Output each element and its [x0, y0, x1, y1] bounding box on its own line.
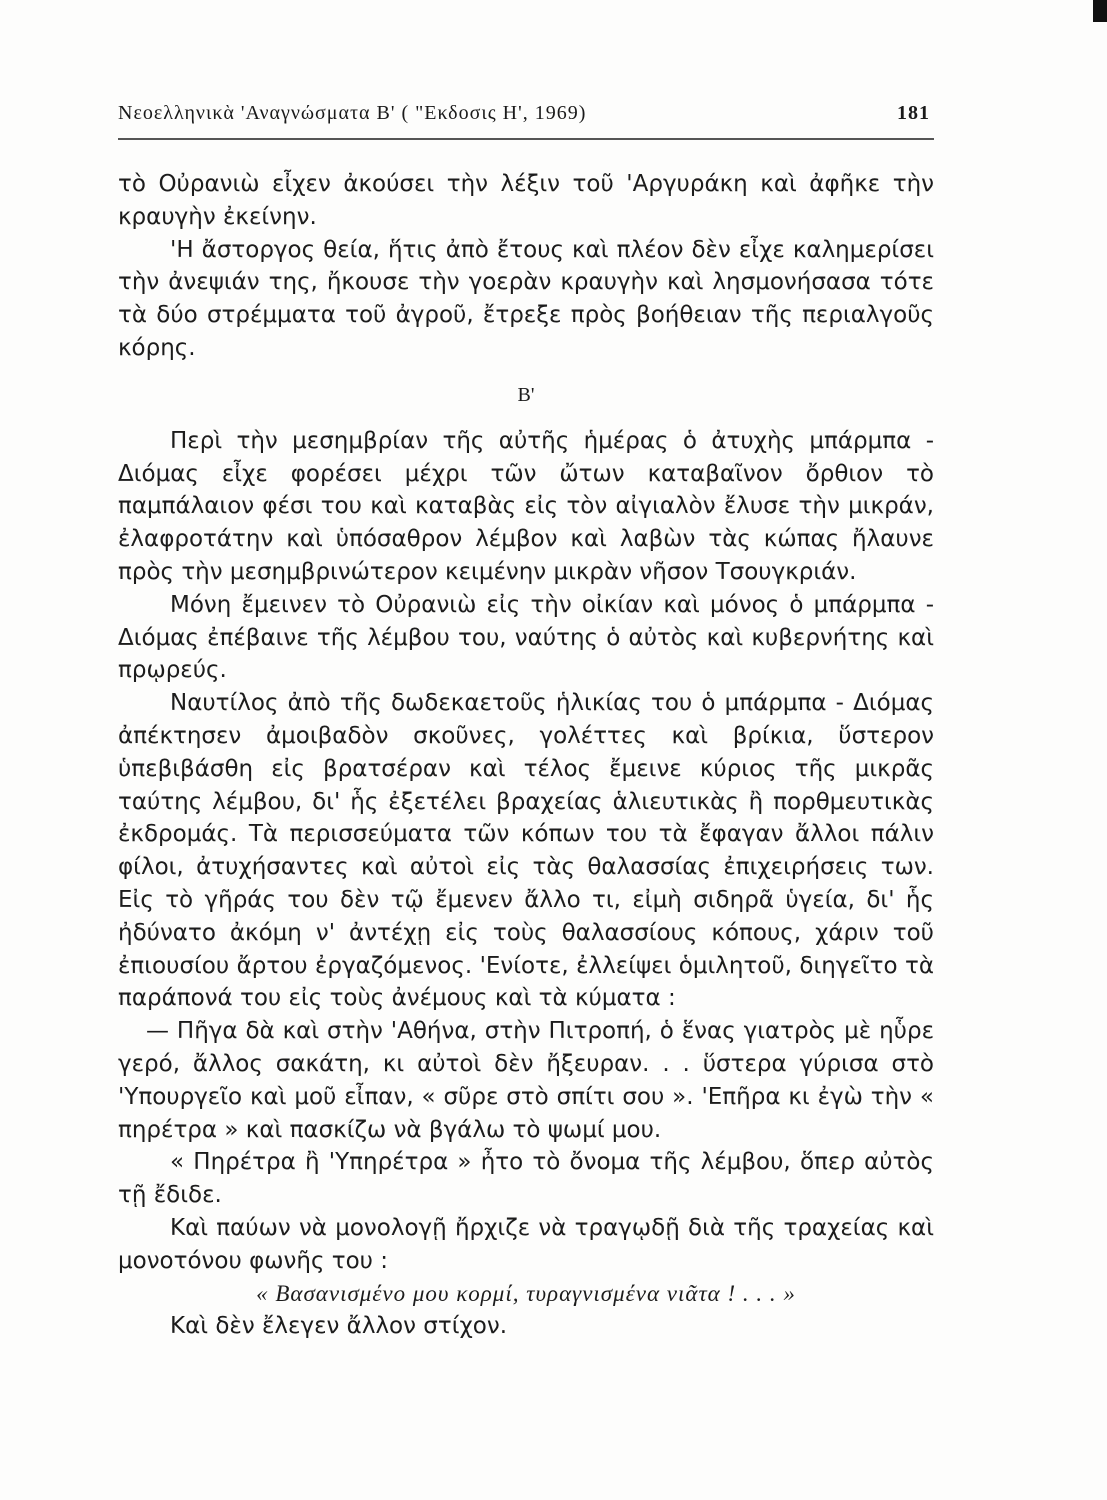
page-number: 181 — [897, 102, 930, 124]
header-rule — [118, 138, 934, 140]
scan-corner-mark — [1093, 0, 1107, 22]
paragraph-1: τὸ Οὐρανιὼ εἶχεν ἀκούσει τὴν λέξιν τοῦ 'Αργυράκη καὶ ἀφῆκε τὴν κραυγὴν ἐκείνην. — [118, 171, 934, 230]
paragraph-2: 'Η ἄστοργος θεία, ἥτις ἀπὸ ἔτους καὶ πλέον δὲν εἶχε καλημερίσει τὴν ἀνεψιάν της, ἤκουσε τὴν γοερὰν κραυγὴν καὶ λησμονήσασα τότε τὰ δύο στρέμματα τοῦ ἀγροῦ, ἔτρεξε πρὸς βοήθειαν τῆς περιαλγοῦς κόρης. — [118, 236, 934, 361]
paragraph-5: Ναυτίλος ἀπὸ τῆς δωδεκαετοῦς ἡλικίας του ὁ μπάρμπα - Διόμας ἀπέκτησεν ἀμοιβαδὸν σκοῦνες, γολέττες καὶ βρίκια, ὕστερον ὑπεβιβάσθη εἰς βρατσέραν καὶ τέλος ἔμεινε κύριος τῆς μικρᾶς ταύτης λέμβου, δι' ἧς ἐξετέλει βραχείας ἁλιευτικὰς ἢ πορθμευτικὰς ἐκδρομάς. Τὰ περισσεύματα τῶν κόπων του τὰ ἔφαγαν ἄλλοι πάλιν φίλοι, ἀτυχήσαντες καὶ αὐτοὶ εἰς τὰς θαλασσίας ἐπιχειρήσεις των. Εἰς τὸ γῆράς του δὲν τῷ ἔμενεν ἄλλο τι, εἰμὴ σιδηρᾶ ὑγεία, δι' ἧς ἠδύνατο ἀκόμη ν' ἀντέχῃ εἰς τοὺς θαλασσίους κόπους, χάριν τοῦ ἐπιουσίου ἄρτου ἐργαζόμενος. 'Ενίοτε, ἐλλείψει ὁμιλητοῦ, διηγεῖτο τὰ παράπονά του εἰς τοὺς ἀνέμους καὶ τὰ κύματα : — [118, 690, 934, 1012]
body-text — [118, 168, 934, 1343]
paragraph-4: Μόνη ἔμεινεν τὸ Οὐρανιὼ εἰς τὴν οἰκίαν καὶ μόνος ὁ μπάρμπα - Διόμας ἐπέβαινε τῆς λέμβου του, ναύτης ὁ αὐτὸς καὶ κυβερνήτης καὶ πρῳρεύς. — [118, 591, 934, 684]
section-marker: Β' — [517, 383, 535, 406]
song-verse: « Βασανισμένο μου κορμί, τυραγνισμένα νιᾶτα ! . . . » — [256, 1280, 796, 1306]
paragraph-6-dialogue: — Πῆγα δὰ καὶ στὴν 'Αθήνα, στὴν Πιτροπή, ὁ ἕνας γιατρὸς μὲ ηὗρε γερό, ἄλλος σακάτη, κι αὐτοὶ δὲν ἤξευραν. . . ὕστερα γύρισα στὸ 'Υπουργεῖο καὶ μοῦ εἶπαν, « σῦρε στὸ σπίτι σου ». 'Επῆρα κι ἐγὼ τὴν « πηρέτρα » καὶ πασκίζω νὰ βγάλω τὸ ψωμί μου. — [118, 1018, 934, 1143]
paragraph-9: Καὶ δὲν ἔλεγεν ἄλλον στίχον. — [170, 1313, 508, 1340]
paragraph-8: Καὶ παύων νὰ μονολογῇ ἤρχιζε νὰ τραγῳδῇ διὰ τῆς τραχείας καὶ μονοτόνου φωνῆς του : — [118, 1214, 934, 1274]
paragraph-7: « Πηρέτρα ἢ 'Υπηρέτρα » ἦτο τὸ ὄνομα τῆς λέμβου, ὅπερ αὐτὸς τῇ ἔδιδε. — [118, 1149, 934, 1209]
running-header — [118, 100, 930, 130]
header-title: Νεοελληνικὰ 'Αναγνώσματα Β' ( "Εκδοσις Η', 1969) — [118, 102, 587, 124]
paragraph-3: Περὶ τὴν μεσημβρίαν τῆς αὐτῆς ἡμέρας ὁ ἀτυχὴς μπάρμπα - Διόμας εἶχε φορέσει μέχρι τῶν ὤτων καταβαῖνον ὄρθιον τὸ παμπάλαιον φέσι του καὶ καταβὰς εἰς τὸν αἰγιαλὸν ἔλυσε τὴν μικράν, ἐλαφροτάτην καὶ ὑπόσαθρον λέμβον καὶ λαβὼν τὰς κώπας ἤλαυνε πρὸς τὴν μεσημβρινώτερον κειμένην μικρὰν νῆσον Τσουγκριάν. — [118, 427, 934, 585]
